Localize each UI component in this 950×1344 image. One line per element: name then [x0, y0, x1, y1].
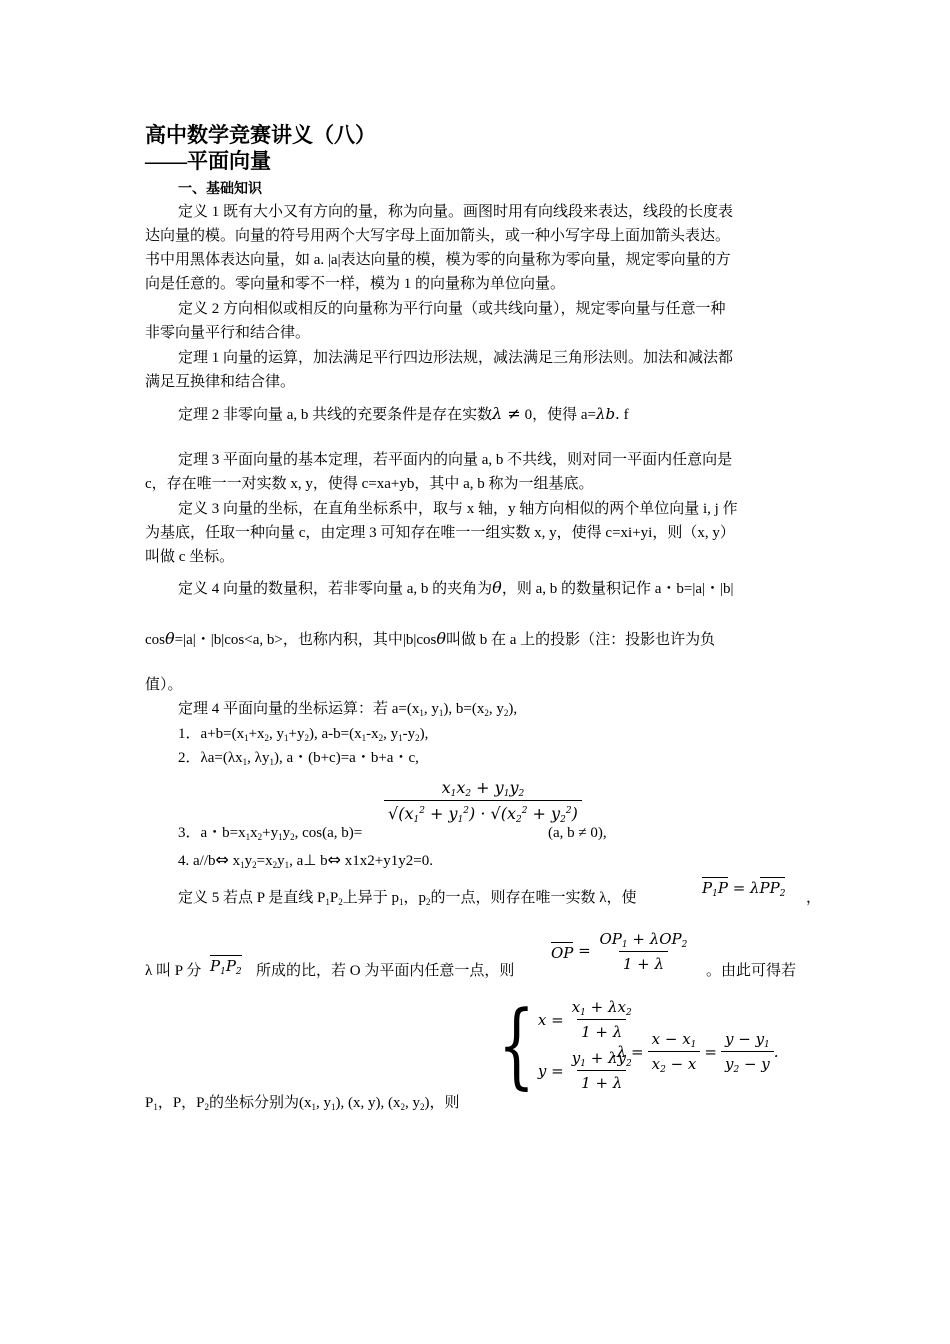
page-title: 高中数学竞赛讲义（八）: [145, 123, 376, 147]
definition-5-line-2-c: 。由此可得若: [706, 963, 797, 979]
theta-symbol: θ: [492, 578, 502, 597]
theorem-3-line-2: c，存在唯一一对实数 x, y，使得 c=xa+yb，其中 a, b 称为一组基底。: [145, 476, 594, 492]
theorem-2: [178, 406, 629, 423]
definition-1-line-2: 达向量的模。向量的符号用两个大写字母上面加箭头，或一种小写字母上面加箭头表达。: [145, 228, 731, 244]
definition-4-text-a: 定义 4 向量的数量积，若非零向量 a, b 的夹角为: [178, 581, 493, 597]
ratio-vector-equation: $P_1P = \lambda PP_2$: [702, 879, 786, 899]
page-subtitle: ——平面向量: [145, 149, 271, 173]
comma: ，: [806, 890, 822, 906]
definition-2-line-1: 定义 2 方向相似或相反的向量称为平行向量（或共线向量），规定零向量与任意一种: [178, 301, 726, 317]
theorem-2-text-b: 0，使得 a=: [520, 407, 596, 423]
lambda-ratio-formula: .λ = $\frac{x - x_1}{x_2 - x}$ = $\frac{y - y_1}{y_2 - y}$ .: [612, 1030, 779, 1075]
theta-symbol: θ: [436, 629, 446, 648]
theorem-4-item-3-condition: (a, b ≠ 0),: [548, 825, 607, 841]
definition-1-line-1: 定义 1 既有大小又有方向的量，称为向量。画图时用有向线段来表达，线段的长度表: [178, 204, 734, 220]
theorem-3-line-1: 定理 3 平面向量的基本定理，若平面内的向量 a, b 不共线，则对同一平面内任意向是: [178, 452, 733, 468]
theorem-4-item-2: 2．$\lambda a=(\lambda x_1$, $\lambda y_1$), a・(b+c)=a・b+a・c,: [178, 750, 419, 767]
coordinate-formula: { x = $\frac{x_1 + \lambda x_2}{1 + \lambda}$ y = $\frac{y_1 + \lambda y_2}{1 + \lambda}$: [498, 990, 632, 1100]
definition-4-line-3: 值）。: [145, 677, 183, 693]
theorem-1-line-2: 满足互换律和结合律。: [145, 374, 296, 390]
vector-p1p2: $P_1P_2$: [210, 957, 242, 977]
definition-1-line-4: 向是任意的。零向量和零不一样，模为 1 的向量称为单位向量。: [145, 276, 566, 292]
theta-symbol: θ: [165, 629, 175, 648]
iff-icon: ⇔: [215, 850, 229, 869]
definition-5-line-1: 定义 5 若点 P 是直线 $P_1P_2$上异于 $p_1$，$p_2$的一点，则存在唯一实数 λ，使: [178, 890, 637, 907]
theorem-2-text-a: 定理 2 非零向量 a, b 共线的充要条件是存在实数: [178, 407, 493, 423]
cos-text: cos: [145, 632, 165, 648]
op-formula: OP = $\frac{OP_1 + \lambda OP_2}{1 + \lambda}$: [551, 930, 688, 973]
lambda-b: λb.: [595, 405, 620, 423]
theorem-4-item-4: 4. a//b⇔ $x_1y_2=x_2y_1$, a⊥ b⇔ x1x2+y1y2=0.: [178, 850, 433, 870]
definition-4-text-b: ，则 a, b 的数量积记作 a・b=|a|・|b|: [501, 581, 734, 597]
theorem-4-item-1: 1．$a+b=(x_1+x_2$, $y_1+y_2$), $a-b=(x_1-x_2$, $y_1-y_2$),: [178, 726, 429, 743]
definition-4-line-2: [145, 631, 715, 648]
definition-3-line-1: 定义 3 向量的坐标，在直角坐标系中，取与 x 轴，y 轴方向相似的两个单位向量 i, j 作: [178, 501, 738, 517]
definition-3-line-2: 为基底，任取一种向量 c，由定理 3 可知存在唯一一组实数 x, y，使得 c=xi+yi，则（x, y）: [145, 525, 735, 541]
definition-2-line-2: 非零向量平行和结合律。: [145, 325, 311, 341]
definition-5-line-2-a: λ 叫 P 分: [145, 963, 202, 979]
theorem-4-head: 定理 4 平面向量的坐标运算：若 $a=(x_1$, $y_1$), $b=(x_2$, $y_2$),: [178, 701, 518, 718]
cosine-formula: $\frac{x_1x_2 + y_1y_2}{√(x_1^2 + y_1^2) \cdot √(x_2^2 + y_2^2)}$: [384, 778, 582, 823]
definition-3-line-3: 叫做 c 坐标。: [145, 549, 235, 565]
section-heading: 一、基础知识: [178, 182, 262, 197]
theorem-1-line-1: 定理 1 向量的运算，加法满足平行四边形法规，减法满足三角形法则。加法和减法都: [178, 350, 734, 366]
definition-4-text-c: =|a|・|b|cos<a, b>，也称内积，其中|b|cos: [174, 632, 437, 648]
definition-4-text-d: 叫做 b 在 a 上的投影（注：投影也许为负: [445, 632, 716, 648]
theorem-2-text-c: f: [619, 407, 629, 423]
definition-4-line-1: [178, 580, 734, 597]
lambda-not-equal: λ ≠: [492, 404, 521, 423]
definition-1-line-3: 书中用黑体表达向量，如 a. |a|表达向量的模，模为零的向量称为零向量，规定零向量的方: [145, 252, 731, 268]
definition-5-line-3: $P_1$，P，$P_2$的坐标分别为($x_1$, $y_1$), (x, y), ($x_2$, $y_2$)，则: [145, 1095, 460, 1112]
iff-icon: ⇔: [327, 850, 342, 869]
theorem-4-item-3: 3．a・$b=x_1x_2+y_1y_2$, cos(a, b)=: [178, 825, 363, 842]
perpendicular-icon: ⊥: [303, 851, 317, 869]
definition-5-line-2-b: 所成的比，若 O 为平面内任意一点，则: [256, 963, 515, 979]
